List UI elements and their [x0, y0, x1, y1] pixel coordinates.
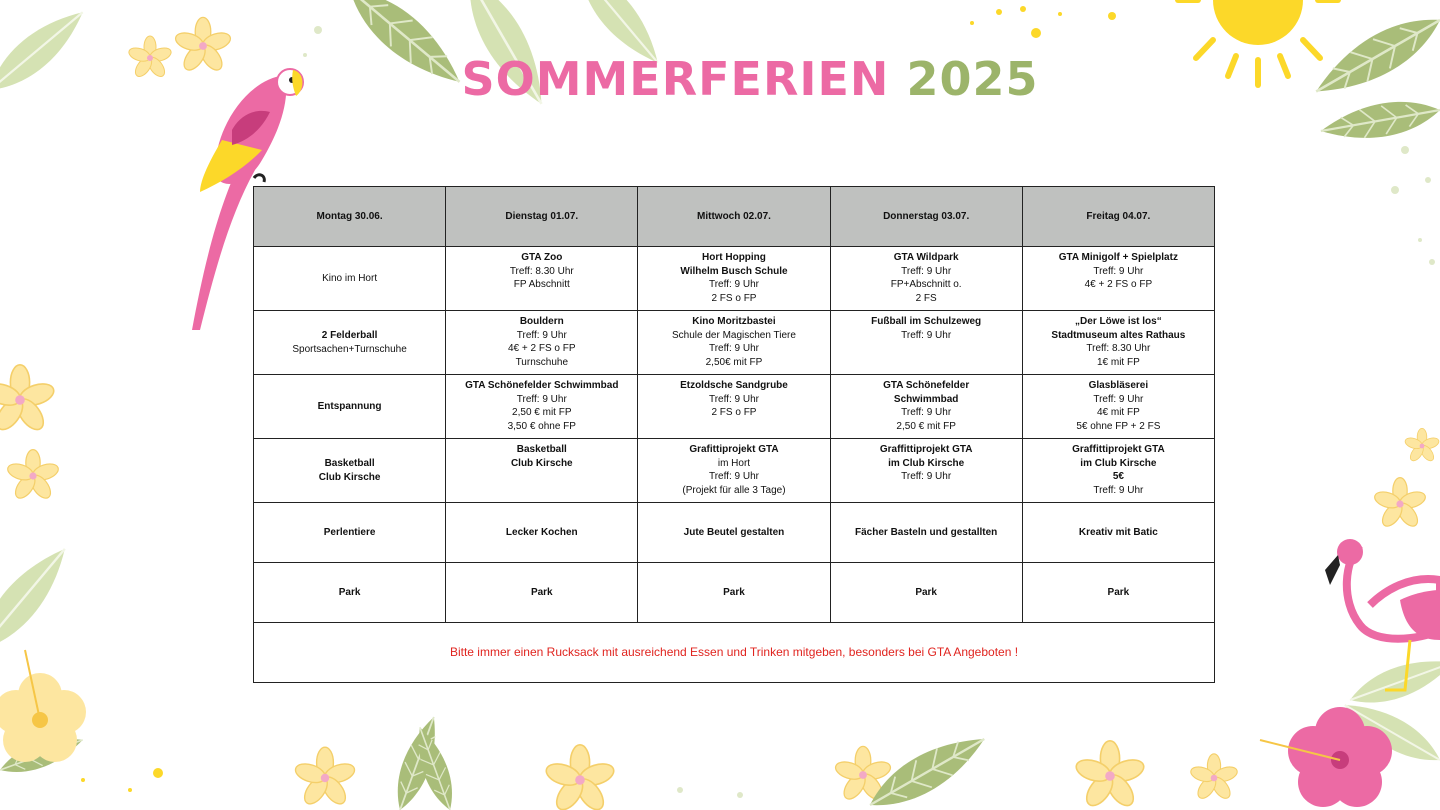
activity-line: Graffittiprojekt GTA [1072, 444, 1165, 455]
activity-line: Lecker Kochen [505, 526, 578, 538]
activity-cell [254, 375, 446, 439]
activity-line: Treff: 9 Uhr [1093, 393, 1144, 405]
activity-cell [446, 563, 638, 623]
note-row [254, 623, 1215, 683]
activity-line: FP+Abschnitt o. [890, 279, 962, 290]
activity-line: im Club Kirsche [1080, 457, 1157, 469]
activity-line: GTA Schönefelder Schwimmbad [465, 380, 619, 391]
activity-cell [638, 375, 830, 439]
activity-line: Treff: 9 Uhr [901, 329, 952, 341]
activity-cell [1022, 247, 1214, 311]
activity-line: Sportsachen+Turnschuhe [292, 343, 407, 355]
activity-cell [830, 503, 1022, 563]
activity-line: Park [338, 586, 361, 598]
activity-cell [446, 439, 638, 503]
activity-cell [446, 375, 638, 439]
table-row [254, 563, 1215, 623]
activity-cell [446, 247, 638, 311]
activity-line: 2,50 € mit FP [896, 420, 956, 432]
activity-cell [1022, 311, 1214, 375]
activity-line: 2 FS [915, 292, 937, 304]
activity-line: Stadtmuseum altes Rathaus [1051, 329, 1186, 341]
day-header: Freitag 04.07. [1022, 187, 1214, 247]
activity-line: Bouldern [519, 316, 564, 327]
activity-line: Schwimmbad [893, 393, 959, 405]
activity-cell [1022, 503, 1214, 563]
activity-line: 1€ mit FP [1096, 356, 1140, 368]
activity-line: Graffittiprojekt GTA [879, 444, 973, 455]
activity-line: 5€ ohne FP + 2 FS [1076, 420, 1161, 432]
table-row [254, 311, 1215, 375]
activity-line: Treff: 9 Uhr [708, 343, 759, 354]
activity-cell [638, 311, 830, 375]
activity-cell [830, 311, 1022, 375]
activity-cell [446, 503, 638, 563]
activity-line: Treff: 9 Uhr [516, 329, 567, 341]
activity-line: Kino im Hort [322, 272, 378, 284]
activity-cell [830, 563, 1022, 623]
activity-cell [254, 311, 446, 375]
activity-line: Turnschuhe [515, 356, 568, 368]
activity-line: GTA Wildpark [893, 252, 959, 263]
activity-line: Park [1107, 586, 1130, 598]
activity-line: 2 Felderball [321, 330, 378, 341]
activity-cell [254, 439, 446, 503]
activity-line: Perlentiere [323, 526, 376, 538]
activity-line: Grafittiprojekt GTA [689, 444, 779, 455]
activity-cell [254, 503, 446, 563]
activity-line: 3,50 € ohne FP [507, 420, 576, 432]
activity-line: Park [915, 586, 937, 598]
activity-line: Basketball [324, 458, 375, 469]
day-header: Mittwoch 02.07. [638, 187, 830, 247]
day-header: Montag 30.06. [254, 187, 446, 247]
activity-line: Treff: 9 Uhr [708, 279, 759, 290]
activity-cell [830, 439, 1022, 503]
activity-line: Schule der Magischen Tiere [671, 329, 796, 341]
activity-line: GTA Schönefelder [883, 380, 970, 391]
table-row [254, 375, 1215, 439]
table-row [254, 439, 1215, 503]
activity-cell [638, 247, 830, 311]
activity-line: GTA Minigolf + Spielplatz [1058, 252, 1178, 263]
table-row [254, 503, 1215, 563]
activity-line: Etzoldsche Sandgrube [680, 380, 788, 391]
title-part2: 2025 [906, 52, 1039, 106]
activity-line: Treff: 9 Uhr [708, 393, 759, 405]
activity-line: Club Kirsche [510, 457, 573, 469]
schedule-table [253, 186, 1215, 683]
title-part1: SOMMERFERIEN [461, 52, 890, 106]
activity-line: FP Abschnitt [513, 279, 570, 290]
backpack-note: Bitte immer einen Rucksack mit ausreichend Essen und Trinken mitgeben, besonders bei GTA Angeboten ! [254, 623, 1215, 683]
activity-cell [446, 311, 638, 375]
activity-line: 5€ [1112, 471, 1124, 482]
activity-line: Park [723, 586, 745, 598]
activity-line: GTA Zoo [521, 252, 563, 263]
activity-line: Park [530, 586, 553, 598]
activity-line: im Club Kirsche [888, 457, 965, 469]
activity-cell [830, 375, 1022, 439]
activity-line: Entspannung [317, 400, 382, 412]
day-header: Dienstag 01.07. [446, 187, 638, 247]
day-header: Donnerstag 03.07. [830, 187, 1022, 247]
activity-cell [638, 503, 830, 563]
activity-line: (Projekt für alle 3 Tage) [682, 484, 786, 496]
activity-line: 4€ + 2 FS o FP [508, 343, 576, 354]
activity-cell [1022, 439, 1214, 503]
activity-line: 4€ mit FP [1096, 407, 1140, 418]
activity-cell [1022, 563, 1214, 623]
activity-line: Fußball im Schulzeweg [871, 316, 982, 327]
activity-line: Treff: 9 Uhr [516, 393, 567, 405]
activity-line: Treff: 9 Uhr [901, 471, 952, 482]
activity-line: Basketball [516, 444, 567, 455]
activity-cell [638, 439, 830, 503]
activity-line: Treff: 9 Uhr [708, 471, 759, 482]
activity-line: Wilhelm Busch Schule [680, 265, 788, 277]
activity-cell [830, 247, 1022, 311]
activity-line: Treff: 8.30 Uhr [509, 265, 574, 277]
activity-line: Hort Hopping [702, 252, 766, 263]
activity-line: Treff: 9 Uhr [1093, 265, 1144, 277]
activity-line: 2,50€ mit FP [705, 356, 763, 368]
activity-line: Treff: 9 Uhr [1093, 484, 1144, 496]
activity-line: Fächer Basteln und gestallten [855, 526, 998, 538]
activity-line: Treff: 9 Uhr [901, 407, 952, 418]
activity-line: 2,50 € mit FP [512, 407, 572, 418]
activity-cell [638, 563, 830, 623]
activity-cell [254, 247, 446, 311]
activity-cell [254, 563, 446, 623]
activity-line: Glasbläserei [1088, 380, 1149, 391]
page-title [0, 52, 1440, 106]
activity-line: Club Kirsche [318, 471, 381, 483]
activity-line: 4€ + 2 FS o FP [1084, 279, 1153, 290]
activity-line: Kino Moritzbastei [692, 316, 776, 327]
activity-line: Treff: 8.30 Uhr [1086, 343, 1151, 354]
table-header-row [254, 187, 1215, 247]
activity-cell [1022, 375, 1214, 439]
activity-line: Jute Beutel gestalten [683, 526, 785, 538]
table-body [254, 247, 1215, 683]
activity-line: im Hort [717, 457, 751, 469]
activity-line: 2 FS o FP [711, 292, 757, 304]
table-row [254, 247, 1215, 311]
activity-line: Treff: 9 Uhr [901, 265, 952, 277]
activity-line: „Der Löwe ist los“ [1075, 316, 1162, 327]
activity-line: 2 FS o FP [711, 407, 757, 418]
hibiscus-flower-icon [0, 650, 86, 762]
activity-line: Kreativ mit Batic [1078, 526, 1158, 538]
